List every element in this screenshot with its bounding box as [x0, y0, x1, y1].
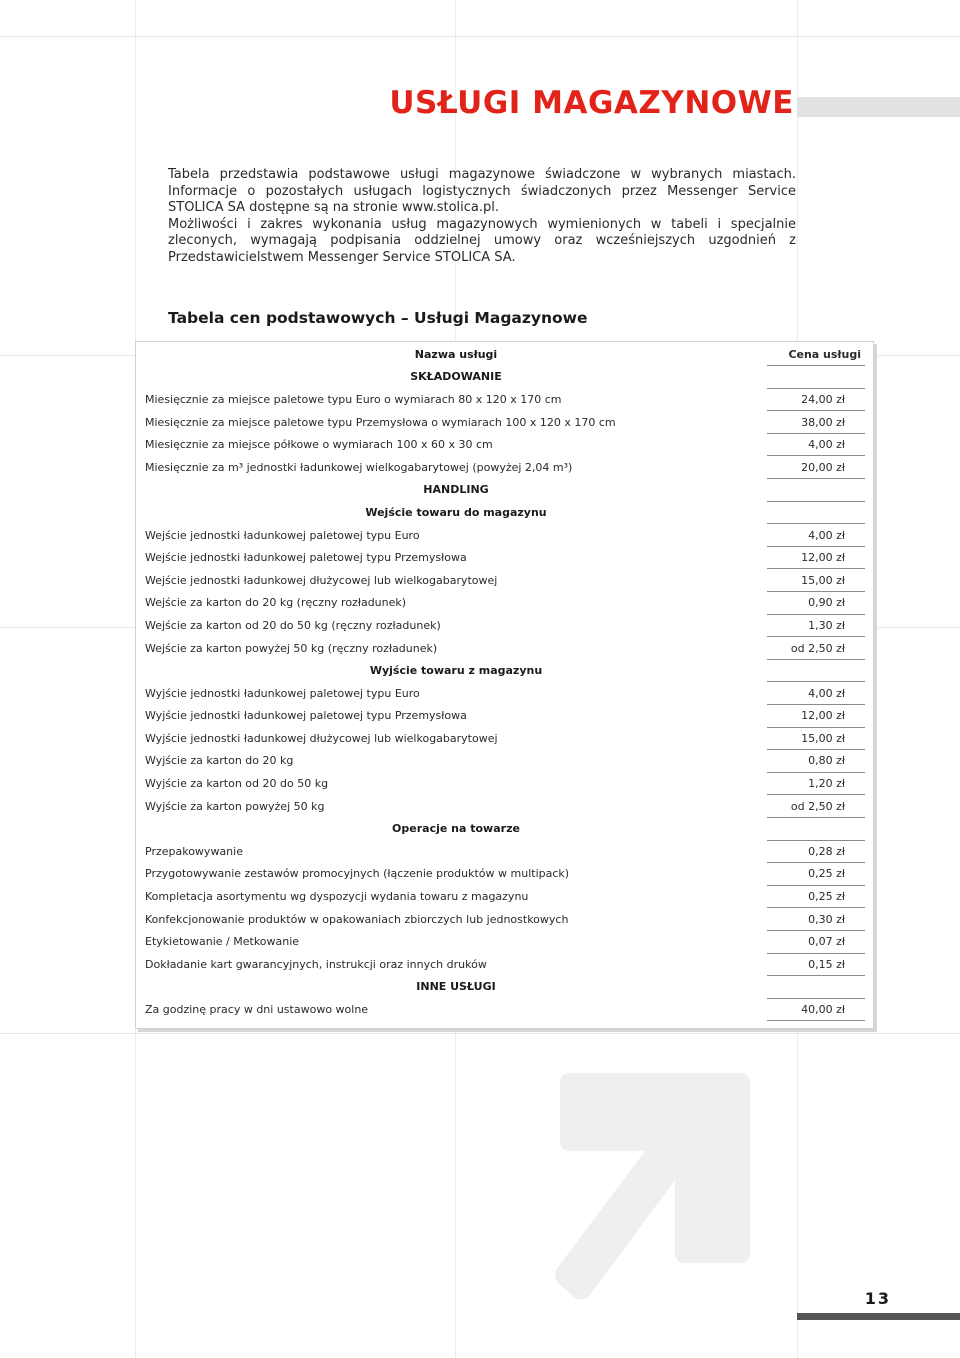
service-price: 12,00 zł	[767, 705, 865, 728]
table-row	[145, 524, 865, 547]
section-heading: Operacje na towarze	[392, 822, 520, 836]
service-price: 4,00 zł	[767, 524, 865, 547]
section-heading: Wyjście towaru z magazynu	[369, 664, 543, 678]
table-row	[145, 433, 865, 456]
section-heading: Wejście towaru do magazynu	[365, 505, 547, 519]
service-name: Wejście za karton powyżej 50 kg (ręczny rozładunek)	[145, 641, 438, 655]
service-price: 4,00 zł	[767, 682, 865, 705]
table-section-row	[145, 479, 865, 502]
section-heading: SKŁADOWANIE	[410, 370, 502, 384]
service-price: 1,20 zł	[767, 772, 865, 795]
service-price: 15,00 zł	[767, 569, 865, 592]
table-row	[145, 682, 865, 705]
table-header-row	[145, 343, 865, 366]
service-price	[767, 479, 865, 502]
page-number: 13	[864, 1289, 891, 1308]
service-price: 20,00 zł	[767, 456, 865, 479]
page-number-bar	[797, 1313, 960, 1320]
service-price: od 2,50 zł	[767, 795, 865, 818]
service-price: 0,30 zł	[767, 908, 865, 931]
service-price: 0,25 zł	[767, 885, 865, 908]
service-price	[767, 817, 865, 840]
table-row	[145, 885, 865, 908]
intro-paragraph: Tabela przedstawia podstawowe usługi magazynowe świadczone w wybranych miastach. Informacje o pozostałych usługach logistycznych świadczonych przez Messenger Service STOLICA SA dostępne są na stronie www.stolica.pl.	[168, 167, 796, 215]
section-heading: HANDLING	[423, 483, 489, 497]
service-price	[767, 659, 865, 682]
table-row	[145, 998, 865, 1021]
service-name: Miesięcznie za miejsce paletowe typu Euro o wymiarach 80 x 120 x 170 cm	[145, 392, 562, 406]
table-title: Tabela cen podstawowych – Usługi Magazynowe	[168, 309, 588, 327]
table-row	[145, 953, 865, 976]
service-price: 0,07 zł	[767, 930, 865, 953]
table-row	[145, 705, 865, 728]
service-price: 0,25 zł	[767, 863, 865, 886]
table-row	[145, 546, 865, 569]
column-header-price: Cena usługi	[767, 343, 865, 366]
intro-text	[168, 167, 796, 266]
service-price: 40,00 zł	[767, 998, 865, 1021]
intro-paragraph: Możliwości i zakres wykonania usług magazynowych wymienionych w tabeli i specjalnie zleconych, wymagają podpisania oddzielnej umowy oraz wcześniejszych uzgodnień z Przedstawicielstwem Messenger Service STOLICA SA.	[168, 216, 796, 265]
service-name: Miesięcznie za m³ jednostki ładunkowej wielkogabarytowej (powyżej 2,04 m³)	[145, 460, 573, 474]
table-section-row	[145, 501, 865, 524]
page-title: USŁUGI MAGAZYNOWE	[389, 85, 794, 121]
title-accent-bar	[797, 97, 960, 117]
table-row	[145, 750, 865, 773]
arrow-up-right-icon	[550, 1065, 760, 1305]
service-name: Wyjście jednostki ładunkowej paletowej typu Euro	[145, 686, 420, 700]
service-name: Etykietowanie / Metkowanie	[145, 935, 300, 949]
price-table	[145, 343, 865, 1021]
service-price	[767, 976, 865, 999]
table-row	[145, 727, 865, 750]
service-price: 0,80 zł	[767, 750, 865, 773]
column-header-name: Nazwa usługi	[414, 347, 498, 361]
service-price	[767, 366, 865, 389]
service-price: 1,30 zł	[767, 614, 865, 637]
service-name: Kompletacja asortymentu wg dyspozycji wydania towaru z magazynu	[145, 890, 529, 904]
table-row	[145, 863, 865, 886]
table-row	[145, 840, 865, 863]
table-section-row	[145, 659, 865, 682]
table-section-row	[145, 817, 865, 840]
service-price: od 2,50 zł	[767, 637, 865, 660]
service-name: Wyjście za karton do 20 kg	[145, 754, 294, 768]
service-name: Wyjście jednostki ładunkowej dłużycowej lub wielkogabarytowej	[145, 731, 498, 745]
grid-line	[0, 1033, 960, 1034]
service-name: Wyjście jednostki ładunkowej paletowej typu Przemysłowa	[145, 709, 467, 723]
service-price	[767, 501, 865, 524]
service-name: Wejście jednostki ładunkowej paletowej typu Euro	[145, 528, 420, 542]
table-row	[145, 569, 865, 592]
grid-line	[0, 36, 960, 37]
service-name: Wyjście za karton powyżej 50 kg	[145, 799, 325, 813]
table-section-row	[145, 976, 865, 999]
service-name: Wejście za karton do 20 kg (ręczny rozładunek)	[145, 596, 407, 610]
table-row	[145, 930, 865, 953]
service-name: Przepakowywanie	[145, 844, 243, 858]
table-row	[145, 908, 865, 931]
price-table-panel	[135, 341, 874, 1029]
service-name: Wejście jednostki ładunkowej dłużycowej lub wielkogabarytowej	[145, 573, 498, 587]
service-price: 0,90 zł	[767, 592, 865, 615]
service-price: 4,00 zł	[767, 433, 865, 456]
service-name: Miesięcznie za miejsce paletowe typu Przemysłowa o wymiarach 100 x 120 x 170 cm	[145, 415, 616, 429]
service-price: 38,00 zł	[767, 411, 865, 434]
service-name: Dokładanie kart gwarancyjnych, instrukcji oraz innych druków	[145, 957, 487, 971]
service-name: Konfekcjonowanie produktów w opakowaniach zbiorczych lub jednostkowych	[145, 912, 569, 926]
table-row	[145, 411, 865, 434]
service-name: Wejście jednostki ładunkowej paletowej typu Przemysłowa	[145, 551, 467, 565]
service-name: Przygotowywanie zestawów promocyjnych (łączenie produktów w multipack)	[145, 867, 570, 881]
service-price: 15,00 zł	[767, 727, 865, 750]
service-price: 0,15 zł	[767, 953, 865, 976]
table-row	[145, 456, 865, 479]
service-price: 24,00 zł	[767, 388, 865, 411]
service-name: Miesięcznie za miejsce półkowe o wymiarach 100 x 60 x 30 cm	[145, 438, 493, 452]
section-heading: INNE USŁUGI	[416, 980, 496, 994]
service-name: Za godzinę pracy w dni ustawowo wolne	[145, 1003, 369, 1017]
table-row	[145, 772, 865, 795]
service-name: Wyjście za karton od 20 do 50 kg	[145, 777, 329, 791]
table-row	[145, 592, 865, 615]
table-section-row	[145, 366, 865, 389]
service-name: Wejście za karton od 20 do 50 kg (ręczny rozładunek)	[145, 618, 441, 632]
table-row	[145, 614, 865, 637]
table-row	[145, 388, 865, 411]
table-row	[145, 795, 865, 818]
service-price: 12,00 zł	[767, 546, 865, 569]
table-row	[145, 637, 865, 660]
service-price: 0,28 zł	[767, 840, 865, 863]
